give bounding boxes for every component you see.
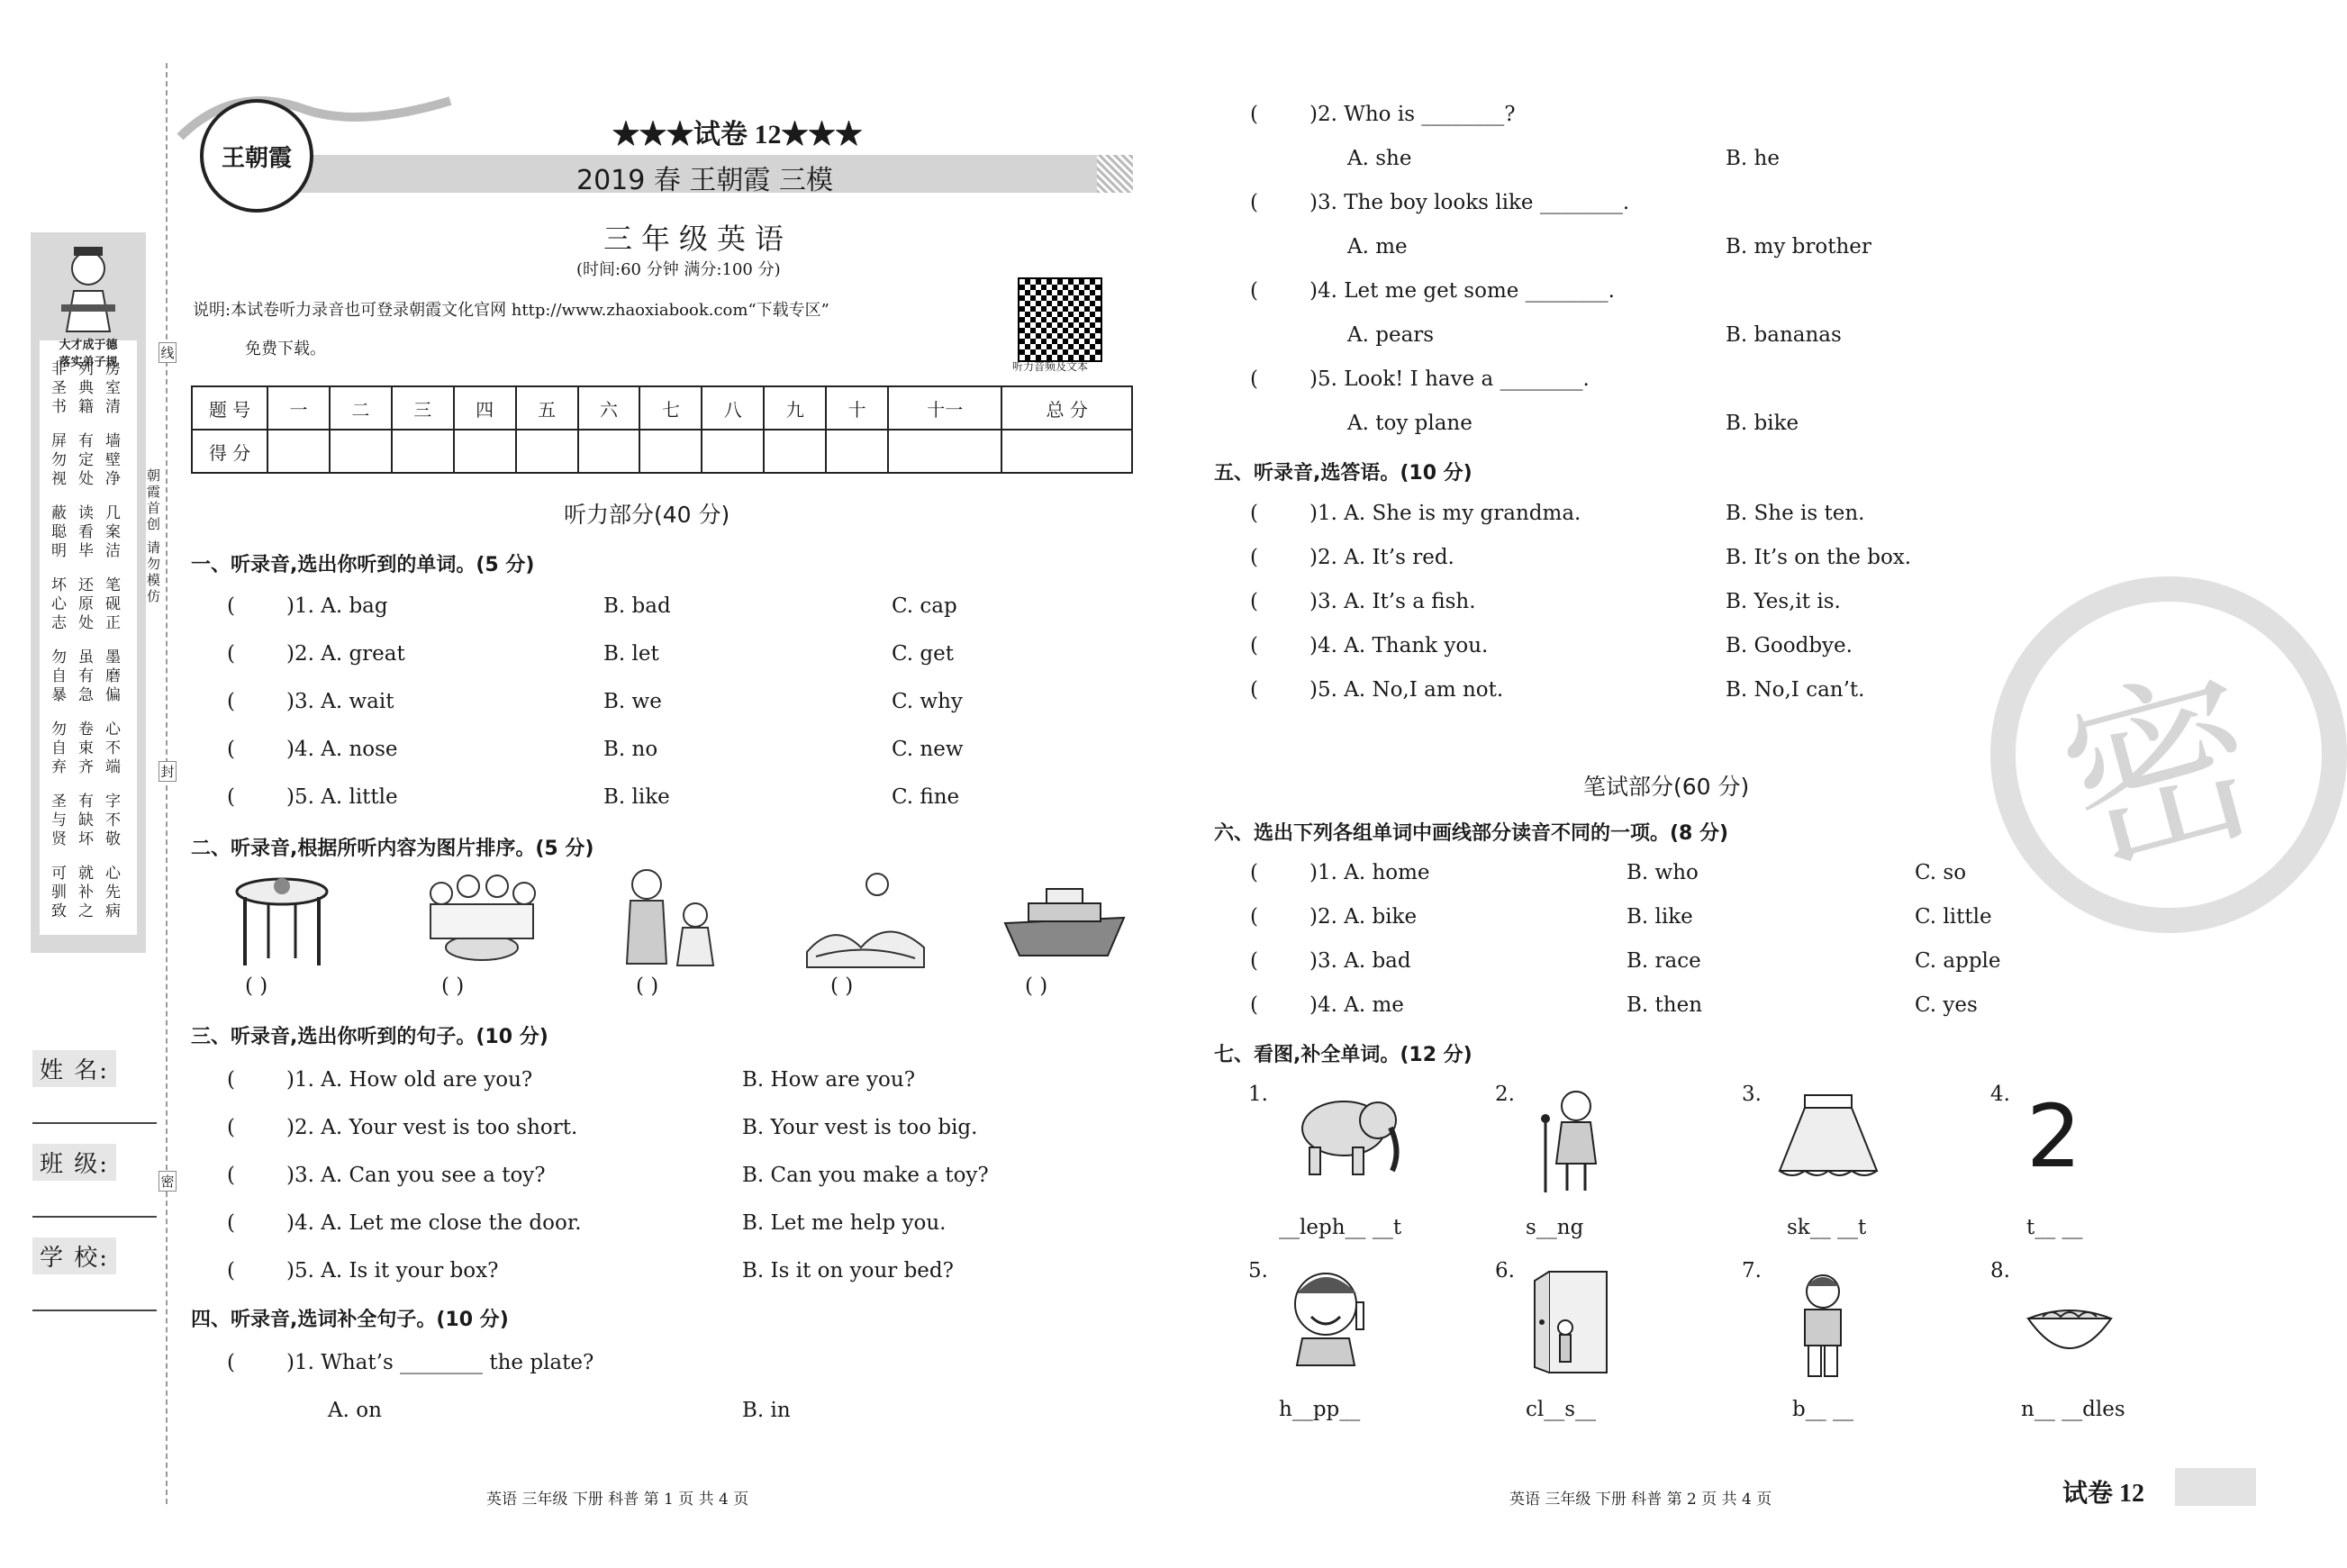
question-row[interactable] [1250,993,2061,1038]
poem-column: 屏勿视 [48,432,66,489]
question-row[interactable] [227,1351,1038,1399]
option-b: B. my brother [1726,235,1871,258]
option-b: B. we [603,690,662,713]
question-row[interactable] [227,1164,1038,1211]
option-b: B. bike [1726,412,1799,435]
section-5-list [1250,502,2061,722]
option-a: )4. A. Thank you. [1309,634,1489,657]
score-cell[interactable] [826,430,888,473]
answer-paren: ( [227,1211,235,1235]
option-b: B. no [603,738,658,761]
question-row[interactable] [227,785,1038,833]
logo [200,99,313,213]
section-1-title: 一、听录音,选出你听到的单词。(5 分) [191,554,535,576]
option-c: C. cap [892,594,957,618]
col-7: 七 [639,386,702,430]
question-row[interactable] [1250,949,2061,993]
picture-blank-1[interactable]: ( ) [245,974,268,998]
corner-exam-tag: 试卷 12 [2062,1480,2145,1508]
answer-paren: ( [227,1259,235,1282]
time-info: (时间:60 分钟 满分:100 分) [576,260,781,279]
score-cell[interactable] [516,430,578,473]
poem-column: 读看毕 [75,504,93,561]
answer-paren: ( [1250,861,1258,884]
poem-column: 心先病 [102,865,120,921]
question-text: )1. What’s ________ the plate? [286,1351,594,1374]
question-row[interactable] [227,1068,1038,1116]
option-b: B. in [742,1399,791,1422]
stamp-character: 密 [2041,641,2281,904]
answer-paren: ( [1250,502,1258,525]
answer-paren: ( [227,1068,235,1092]
col-11: 十一 [888,386,1001,430]
poem-column: 虽有急 [75,648,93,705]
question-row[interactable] [1250,103,2061,147]
option-b: B. let [603,642,659,666]
col-9: 九 [764,386,826,430]
singing-girl-icon [1531,1086,1612,1198]
answer-paren: ( [1250,993,1258,1017]
item-number: 3. [1742,1083,1762,1106]
row-label-2: 得 分 [192,430,267,473]
col-10: 十 [826,386,888,430]
footer-page-2: 英语 三年级 下册 科普 第 2 页 共 4 页 [1509,1491,1772,1509]
score-cell[interactable] [1001,430,1132,473]
option-a: A. on [328,1399,382,1422]
option-a: A. she [1347,147,1412,170]
option-a: )1. A. How old are you? [286,1068,533,1092]
footer-page-1: 英语 三年级 下册 科普 第 1 页 共 4 页 [486,1491,749,1509]
boy-icon [1787,1272,1859,1383]
poem-column: 墨磨偏 [102,648,120,705]
poem-column: 还原处 [75,576,93,633]
option-a: )4. A. me [1309,993,1404,1017]
question-row[interactable] [227,1259,1038,1307]
option-row [1250,412,2061,456]
logo-text: 王朝霞 [221,144,292,171]
option-a: )2. A. bike [1309,905,1418,929]
poem-column: 有定处 [75,432,93,489]
score-cell[interactable] [764,430,826,473]
option-c: C. why [892,690,963,713]
answer-paren: ( [1250,279,1258,303]
option-row [227,1399,1038,1446]
option-b: B. bananas [1726,323,1842,347]
option-c: C. so [1915,861,1967,884]
poem-column: 勿自弃 [48,721,66,777]
instruction-note: 说明:本试卷听力录音也可登录朝霞文化官网 http://www.zhaoxiabook.com“下载专区” [193,301,829,320]
table-icon [232,872,331,973]
question-row[interactable] [227,1116,1038,1164]
question-row[interactable] [1250,861,2061,905]
col-3: 三 [392,386,454,430]
option-a: )3. A. wait [286,690,394,713]
option-a: )3. A. bad [1309,949,1411,973]
exam-title: 2019 春 王朝霞 三模 [576,165,833,196]
score-cell[interactable] [454,430,516,473]
item-number: 8. [1990,1259,2010,1282]
option-a: )3. A. It’s a fish. [1309,590,1476,613]
score-cell[interactable] [888,430,1001,473]
question-text: )3. The boy looks like ________. [1309,191,1630,214]
poem-column: 非圣书 [48,360,66,417]
happy-boy-icon [1284,1266,1374,1369]
option-a: A. me [1347,235,1408,258]
answer-paren: ( [1250,634,1258,657]
col-8: 八 [702,386,764,430]
col-6: 六 [578,386,640,430]
section-1-list [227,594,1038,833]
option-b: B. then [1627,993,1703,1017]
number-two-icon: 2 [2026,1086,2082,1187]
question-row[interactable] [1250,367,2061,412]
question-row[interactable] [1250,905,2061,949]
option-a: )5. A. little [286,785,398,809]
school-label: 学 校: [32,1237,116,1274]
option-a: )5. A. Is it your box? [286,1259,499,1282]
option-b: B. bad [603,594,671,618]
word-blank[interactable]: t__ __ [2026,1216,2083,1239]
col-5: 五 [516,386,578,430]
item-number: 2. [1495,1083,1515,1106]
answer-paren: ( [227,1351,235,1374]
section-4-continued [1250,103,2061,456]
answer-paren: ( [227,1164,235,1187]
option-b: B. Is it on your bed? [742,1259,954,1282]
word-blank[interactable]: h__pp__ [1279,1398,1361,1421]
score-value-row [192,430,1132,473]
question-row[interactable] [1250,678,2061,722]
cut-label-xian: 线 [159,342,177,363]
option-b: B. Yes,it is. [1726,590,1841,613]
option-a: A. pears [1347,323,1435,347]
poem-column: 房室清 [102,360,120,417]
answer-paren: ( [227,690,235,713]
item-number: 1. [1248,1083,1268,1106]
col-1: 一 [267,386,330,430]
poem-column: 几案洁 [102,504,120,561]
banner-hatch [1097,155,1133,193]
section-4-title: 四、听录音,选词补全句子。(10 分) [191,1309,509,1331]
option-a: )2. A. great [286,642,405,666]
option-c: C. yes [1915,993,1978,1017]
option-row [1250,235,2061,279]
picture-blank-5[interactable]: ( ) [1025,974,1048,998]
poem-column: 有缺坏 [75,793,93,849]
skirt-icon [1774,1092,1882,1185]
section-5-title: 五、听录音,选答语。(10 分) [1214,462,1473,485]
poem-column: 坏心志 [48,576,66,633]
question-row[interactable] [227,690,1038,738]
option-a: )4. A. Let me close the door. [286,1211,582,1235]
poem-column: 卷束齐 [75,721,93,777]
answer-paren: ( [1250,949,1258,973]
item-number: 4. [1990,1083,2010,1106]
section-3-list [227,1068,1038,1307]
option-c: C. new [892,738,964,761]
cut-line [166,63,168,1504]
answer-paren: ( [1250,367,1258,391]
answer-paren: ( [1250,191,1258,214]
option-a: )3. A. Can you see a toy? [286,1164,546,1187]
cut-label-mi: 密 [159,1171,177,1192]
section-7-title: 七、看图,补全单词。(12 分) [1214,1044,1473,1066]
motto-line-2: 落实弟子规 [59,356,118,369]
option-b: B. race [1627,949,1701,973]
option-b: B. like [1627,905,1693,929]
score-cell[interactable] [392,430,454,473]
option-a: A. toy plane [1347,412,1473,435]
motto-line-1: 大才成于德 [59,339,118,352]
question-text: )2. Who is ________? [1309,103,1516,126]
option-c: C. little [1915,905,1992,929]
answer-paren: ( [227,738,235,761]
section-4-q1 [227,1351,1038,1446]
exam-number: ★★★试卷 12★★★ [612,120,863,150]
vertical-note: 朝霞首创 请勿模仿 [145,468,161,605]
poem-column: 笔砚正 [102,576,120,633]
option-a: )2. A. It’s red. [1309,546,1454,569]
score-cell[interactable] [639,430,702,473]
option-a: )1. A. bag [286,594,388,618]
poem [47,360,137,937]
option-a: )5. A. No,I am not. [1309,678,1504,702]
question-row[interactable] [1250,546,2061,590]
name-field[interactable] [32,1122,157,1124]
option-b: B. How are you? [742,1068,916,1092]
option-a: )2. A. Your vest is too short. [286,1116,578,1139]
scholar-icon [58,241,119,331]
score-table [191,385,1133,474]
section-3-title: 三、听录音,选出你听到的句子。(10 分) [191,1026,548,1048]
option-b: B. Goodbye. [1726,634,1853,657]
qr-caption: 听力音频及文本 [1012,360,1089,373]
answer-paren: ( [227,1116,235,1139]
question-row[interactable] [1250,279,2061,323]
subject-title: 三年级英语 [603,222,793,256]
poem-column: 列典籍 [75,360,93,417]
question-row[interactable] [227,642,1038,690]
score-cell[interactable] [330,430,392,473]
option-b: B. like [603,785,670,809]
poem-column: 墙壁净 [102,432,120,489]
item-number: 5. [1248,1259,1268,1282]
option-c: C. get [892,642,954,666]
section-6-title: 六、选出下列各组单词中画线部分读音不同的一项。(8 分) [1214,822,1729,845]
class-field[interactable] [32,1216,157,1218]
answer-paren: ( [1250,905,1258,929]
question-row[interactable] [1250,191,2061,235]
answer-paren: ( [227,642,235,666]
col-4: 四 [454,386,516,430]
picture-blank-3[interactable]: ( ) [636,974,659,998]
word-blank[interactable]: sk__ __t [1787,1216,1867,1239]
option-b: B. Your vest is too big. [742,1116,978,1139]
question-row[interactable] [227,738,1038,785]
ship-icon [1001,878,1128,963]
poem-column: 圣与贤 [48,793,66,849]
school-field[interactable] [32,1310,157,1311]
answer-paren: ( [1250,546,1258,569]
option-a: )1. A. home [1309,861,1430,884]
question-row[interactable] [1250,590,2061,634]
option-row [1250,323,2061,367]
question-row[interactable] [1250,634,2061,678]
col-2: 二 [330,386,392,430]
score-cell[interactable] [578,430,640,473]
answer-paren: ( [1250,678,1258,702]
instruction-note-2: 免费下载。 [245,340,326,358]
question-row[interactable] [227,594,1038,642]
word-blank[interactable]: __leph__ __t [1279,1216,1402,1239]
poem-column: 字不敬 [102,793,120,849]
col-total: 总 分 [1001,386,1132,430]
word-blank[interactable]: cl__s__ [1526,1398,1597,1421]
children-party-icon [423,866,540,971]
option-b: B. Let me help you. [742,1211,947,1235]
elephant-icon [1290,1088,1407,1182]
option-a: )1. A. She is my grandma. [1309,502,1581,525]
picture-blank-2[interactable]: ( ) [441,974,465,998]
picture-blank-4[interactable]: ( ) [830,974,854,998]
option-row [1250,147,2061,191]
section-2-title: 二、听录音,根据所听内容为图片排序。(5 分) [191,838,594,860]
item-number: 6. [1495,1259,1515,1282]
answer-paren: ( [1250,103,1258,126]
row-label: 题 号 [192,386,267,430]
section-6-list [1250,861,2061,1038]
option-c: C. fine [892,785,960,809]
question-row[interactable] [1250,502,2061,546]
door-icon [1513,1268,1612,1380]
poem-column: 就补之 [75,865,93,921]
item-number: 7. [1742,1259,1762,1282]
word-blank[interactable]: n__ __dles [2021,1398,2125,1421]
corner-bar [2175,1468,2256,1506]
qr-code-icon[interactable] [1018,277,1102,362]
question-row[interactable] [227,1211,1038,1259]
option-a: )4. A. nose [286,738,398,761]
option-b: B. No,I can’t. [1726,678,1865,702]
poem-column: 蔽聪明 [48,504,66,561]
answer-paren: ( [227,785,235,809]
noodles-icon [2025,1297,2115,1364]
poem-column: 心不端 [102,721,120,777]
cut-label-feng: 封 [159,761,177,782]
answer-paren: ( [1250,590,1258,613]
listening-title: 听力部分(40 分) [564,502,730,528]
option-b: B. She is ten. [1726,502,1865,525]
option-b: B. he [1726,147,1780,170]
question-text: )5. Look! I have a ________. [1309,367,1590,391]
question-text: )4. Let me get some ________. [1309,279,1615,303]
option-c: C. apple [1915,949,2001,973]
mother-and-girl-icon [612,865,720,974]
score-cell[interactable] [702,430,764,473]
option-b: B. It’s on the box. [1726,546,1912,569]
score-header-row [192,386,1132,430]
writing-title: 笔试部分(60 分) [1583,774,1750,800]
option-b: B. Can you make a toy? [742,1164,989,1187]
answer-paren: ( [227,594,235,618]
poem-column: 勿自暴 [48,648,66,705]
class-label: 班 级: [32,1144,116,1181]
poem-column: 可驯致 [48,865,66,921]
word-blank[interactable]: b__ __ [1792,1398,1854,1421]
option-b: B. who [1627,861,1699,884]
score-cell[interactable] [267,430,330,473]
word-blank[interactable]: s__ng [1526,1216,1584,1239]
name-label: 姓 名: [32,1050,116,1087]
sunny-landscape-icon [807,866,924,971]
